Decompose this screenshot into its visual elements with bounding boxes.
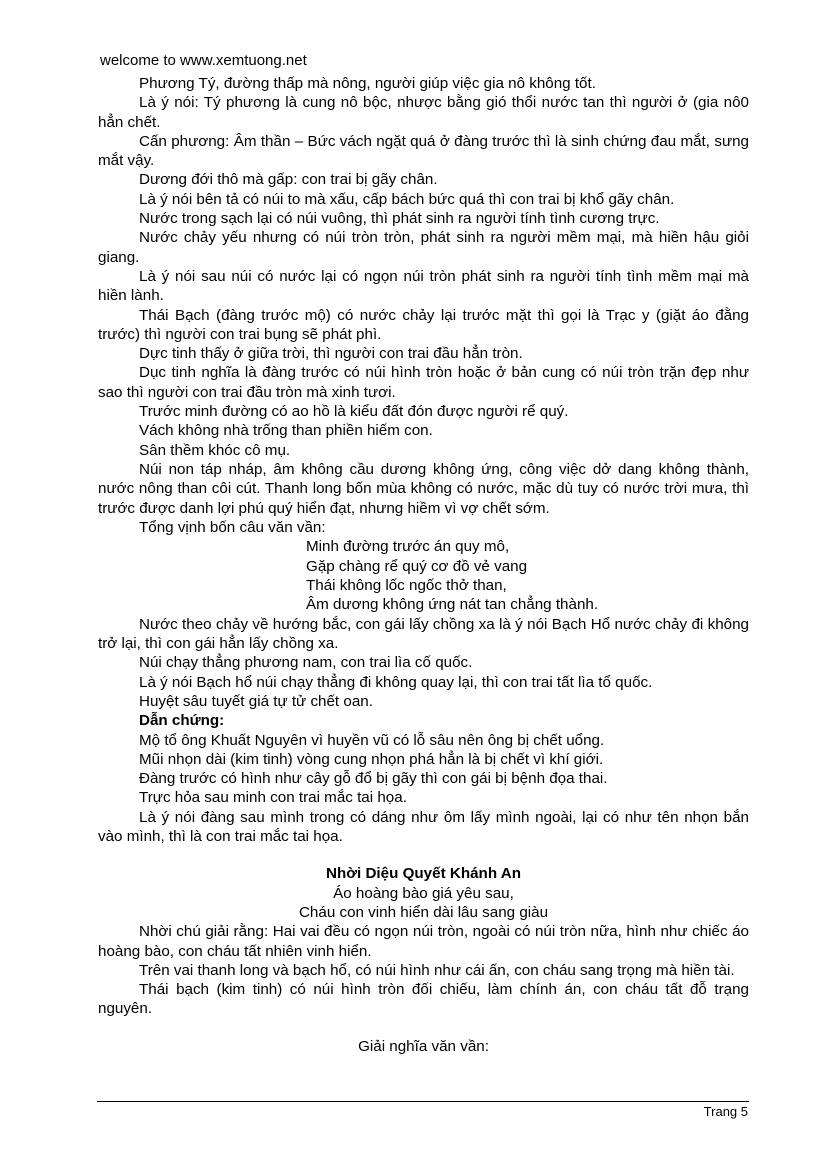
paragraph: Dực tinh thấy ở giữa trời, thì người con trai đầu hẳn tròn. [139,345,523,363]
paragraph: Núi non táp nháp, âm không cầu dương không ứng, công việc dở dang không thành, nước nông than côi cút. Thanh long bốn mùa không có nước, mặc dù tuy có nước trời mưa, thì trước được danh lợi phú quý hiển đạt, nhưng hiềm vì vợ chết sớm. [98,460,749,517]
section-title: Nhời Diệu Quyết Khánh An [325,865,522,883]
paragraph: Sân thềm khóc cô mụ. [139,441,291,459]
paragraph: Là ý nói: Tý phương là cung nô bộc, nhược bằng gió thổi nước tan thì người ở (gia nô0 hẳn chết. [98,94,749,131]
footer-divider [97,1101,749,1102]
paragraph: Nước chảy yếu nhưng có núi tròn tròn, phát sinh ra người mềm mại, mà hiền hậu giỏi giang. [98,229,749,266]
paragraph: Huyệt sâu tuyết giá tự tử chết oan. [139,692,373,710]
paragraph: Núi chạy thẳng phương nam, con trai lìa cố quốc. [139,654,473,672]
paragraph: Cấn phương: Âm thần – Bức vách ngặt quá ở đàng trước thì là sinh chứng đau mắt, sưng mắt vậy. [98,132,749,170]
paragraph: Thái Bạch (đàng trước mộ) có nước chảy lại trước mặt thì gọi là Trạc y (giặt áo đằng trước) thì người con trai bụng sẽ phát phì. [98,306,749,343]
paragraph: Trên vai thanh long và bạch hổ, có núi hình như cái ấn, con cháu sang trọng mà hiền tài. [139,961,735,979]
page-number: Trang 5 [703,1104,748,1119]
paragraph: Đàng trước có hình như cây gỗ đổ bị gãy thì con gái bị bệnh đọa thai. [139,770,608,788]
paragraph: Trước minh đường có ao hồ là kiểu đất đón được người rể quý. [139,403,569,421]
paragraph: Nước trong sạch lại có núi vuông, thì phát sinh ra người tính tình cương trực. [139,210,660,228]
paragraph: Mộ tổ ông Khuất Nguyên vì huyền vũ có lỗ sâu nên ông bị chết uổng. [139,731,605,749]
verse-line: Gặp chàng rể quý cơ đồ vẻ vang [306,557,528,575]
paragraph: Là ý nói sau núi có nước lại có ngọn núi tròn phát sinh ra người tính tình mềm mại mà hiền lành. [98,267,749,305]
verse-line: Thái không lốc ngốc thở than, [306,576,507,594]
section-heading: Dẫn chứng: [139,712,225,730]
paragraph: Dương đới thô mà gấp: con trai bị gãy chân. [139,171,438,189]
paragraph: Thái bạch (kim tinh) có núi hình tròn đối chiếu, làm chính án, con cháu tất đỗ trạng nguyên. [98,981,749,1018]
paragraph: Trực hỏa sau minh con trai mắc tai họa. [139,789,407,807]
closing-heading: Giải nghĩa văn vần: [358,1037,489,1055]
verse-line: Áo hoàng bào giá yêu sau, [333,884,514,902]
document-body [98,74,749,1056]
site-header: welcome to www.xemtuong.net [100,52,307,69]
paragraph: Mũi nhọn dài (kim tinh) vòng cung nhọn phá hẳn là bị chết vì khí giới. [139,750,604,768]
paragraph: Tổng vịnh bốn câu văn vần: [139,518,326,536]
paragraph: Nước theo chảy về hướng bắc, con gái lấy chồng xa là ý nói Bạch Hổ nước chảy đi không trở lại, thì con gái hẳn lấy chồng xa. [98,615,749,653]
verse-line: Cháu con vinh hiển dài lâu sang giàu [298,903,549,921]
paragraph: Phương Tý, đường thấp mà nông, người giúp việc gia nô không tốt. [139,75,596,92]
verse-line: Âm dương không ứng nát tan chẳng thành. [306,596,599,614]
paragraph: Nhời chú giải rằng: Hai vai đều có ngọn núi tròn, ngoài có núi tròn nữa, hình như chiếc áo hoàng bào, con cháu tất nhiên vinh hiển. [98,923,749,960]
verse-line: Minh đường trước án quy mô, [306,538,510,556]
paragraph: Là ý nói bên tả có núi to mà xấu, cấp bách bức quá thì con trai bị khổ gãy chân. [139,190,675,208]
paragraph: Là ý nói Bạch hổ núi chạy thẳng đi không quay lại, thì con trai tất lìa tổ quốc. [139,673,653,691]
paragraph: Vách không nhà trống than phiền hiếm con. [139,422,433,440]
paragraph: Dục tinh nghĩa là đàng trước có núi hình tròn hoặc ở bản cung có núi tròn trặn đẹp như sao thì người con trai đầu tròn mà xinh tươi. [98,364,749,401]
paragraph: Là ý nói đàng sau mình trong có dáng như ôm lấy mình ngoài, lại có như tên nhọn bắn vào mình, thì là con trai mắc tai họa. [98,808,749,846]
